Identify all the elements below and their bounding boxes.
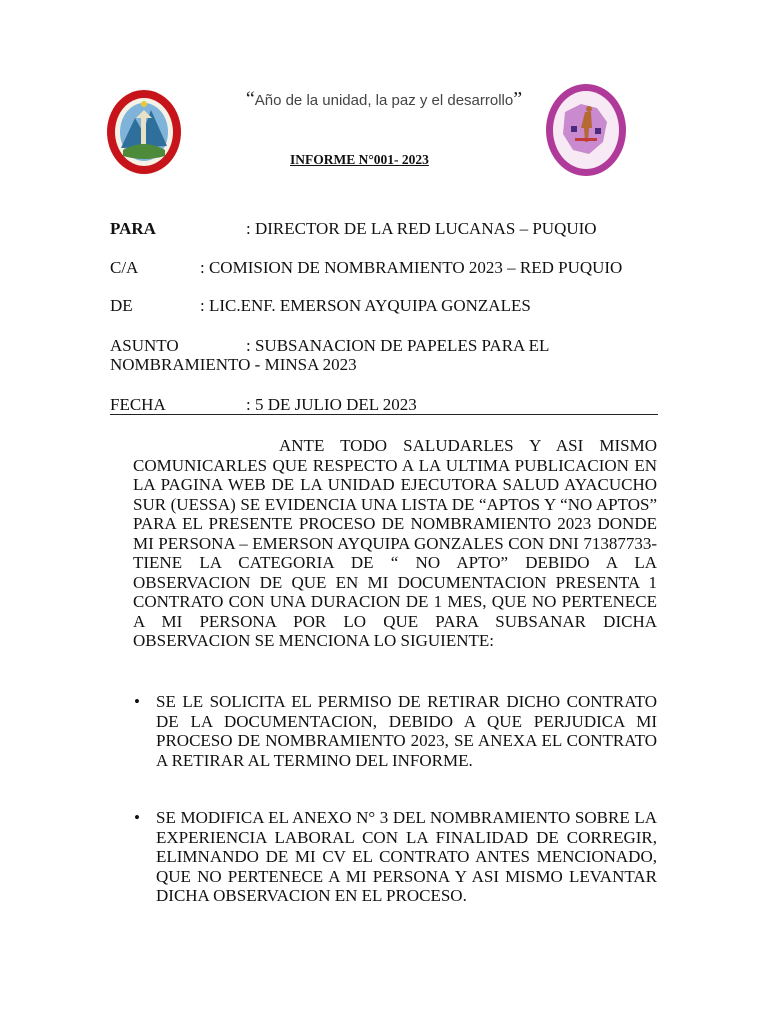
field-asunto-continuation: NOMBRAMIENTO - MINSA 2023 (110, 355, 357, 374)
bullet-item-1-text: SE LE SOLICITA EL PERMISO DE RETIRAR DICHO CONTRATO DE LA DOCUMENTACION, DEBIDO A QUE PERJUDICA MI PROCESO DE NOMBRAMIENTO 2023, SE ANEXA EL CONTRATO A RETIRAR AL TERMINO DEL INFORME. (156, 692, 657, 770)
document-title: INFORME N°001- 2023 (290, 152, 429, 167)
bullet-dot: • (134, 692, 140, 711)
field-asunto-value: : SUBSANACION DE PAPELES PARA EL (246, 336, 550, 355)
bullet-item-2-text: SE MODIFICA EL ANEXO N° 3 DEL NOMBRAMIENTO SOBRE LA EXPERIENCIA LABORAL CON LA FINALIDAD DE CORREGIR, ELIMNANDO DE MI CV EL CONTRATO ANTES MENCIONADO, QUE NO PERTENECE A MI PERSONA Y ASI MISMO LEVANTAR DICHA OBSERVACION EN EL PROCESO. (156, 808, 657, 905)
field-para-label: PARA (110, 219, 156, 238)
bullet-item-2 (133, 808, 657, 906)
motto-open-quote: “ (245, 88, 255, 110)
field-de-value: : LIC.ENF. EMERSON AYQUIPA GONZALES (200, 296, 531, 315)
field-fecha-label: FECHA (110, 395, 166, 414)
motto-header (0, 88, 768, 111)
body-paragraph-text: ANTE TODO SALUDARLES Y ASI MISMO COMUNICARLES QUE RESPECTO A LA ULTIMA PUBLICACION EN LA PAGINA WEB DE LA UNIDAD EJECUTORA SALUD AYACUCHO SUR (UESSA) SE EVIDENCIA UNA LISTA DE “APTOS Y “NO APTOS” PARA EL PRESENTE PROCESO DE NOMBRAMIENTO 2023 DONDE MI PERSONA – EMERSON AYQUIPA GONZALES CON DNI 71387733- TIENE LA CATEGORIA DE “ NO APTO” DEBIDO A LA OBSERVACION DE QUE EN MI DOCUMENTACION PRESENTA 1 CONTRATO CON UNA DURACION DE 1 MES, QUE NO PERTENECE A MI PERSONA POR LO QUE PARA SUBSANAR DICHA OBSERVACION SE MENCIONA LO SIGUIENTE: (133, 436, 657, 650)
motto-close-quote: ” (513, 88, 523, 110)
field-asunto-label: ASUNTO (110, 336, 179, 355)
field-de-label: DE (110, 296, 133, 315)
bullet-list-2 (133, 808, 657, 906)
field-ca-label: C/A (110, 258, 139, 277)
motto-text: Año de la unidad, la paz y el desarrollo (254, 92, 514, 109)
bullet-list (133, 692, 657, 770)
field-ca-value: : COMISION DE NOMBRAMIENTO 2023 – RED PUQUIO (200, 258, 623, 277)
bullet-item-1 (133, 692, 657, 770)
bullet-dot: • (134, 808, 140, 827)
field-para-value: : DIRECTOR DE LA RED LUCANAS – PUQUIO (246, 219, 597, 238)
field-fecha-value: : 5 DE JULIO DEL 2023 (246, 395, 417, 414)
header-divider (110, 414, 658, 415)
body-paragraph (133, 436, 657, 651)
